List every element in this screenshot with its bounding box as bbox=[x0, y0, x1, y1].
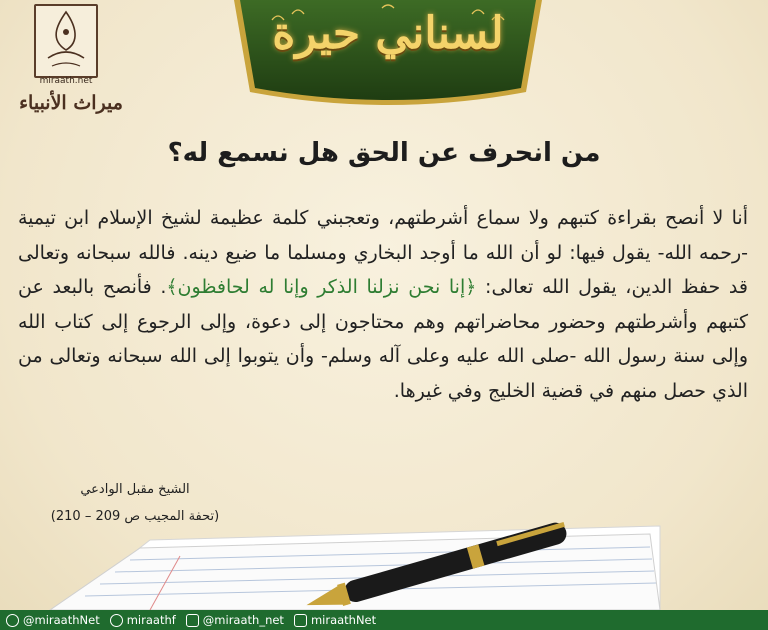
instagram-icon bbox=[186, 614, 199, 627]
body-line-3b: . فأنصح بالبعد عن كتبهم وأشرطتهم وحضور محاضراتهم وهم محتاجون إلى دعوة، وإلى الرجوع إلى كتاب الله وإلى سنة رسول الله -صلى الله عليه وعلى آله وسلم- وأن يتوبوا إلى الله سبحانه وتعالى من الذي حصل منهم في قضية الخليج وفي غيرها. bbox=[18, 276, 748, 402]
header-banner bbox=[232, 0, 544, 110]
footer-item-facebook[interactable] bbox=[110, 613, 176, 627]
footer-label-twitter: @miraathNet bbox=[23, 613, 100, 627]
footer-label-facebook: miraathf bbox=[126, 613, 176, 627]
body-line-3a: فالله سبحانه وتعالى قد حفظ الدين، يقول الله تعالى: bbox=[18, 241, 748, 298]
pen-paper-icon bbox=[0, 500, 768, 610]
twitter-icon bbox=[6, 614, 19, 627]
youtube-icon bbox=[294, 614, 307, 627]
footer-item-youtube[interactable] bbox=[294, 613, 376, 627]
quran-verse: ﴿إنا نحن نزلنا الذكر وإنا له لحافظون﴾ bbox=[166, 276, 477, 298]
footer-label-instagram: @miraath_net bbox=[202, 613, 284, 627]
logo bbox=[12, 4, 130, 128]
pen-paper-illustration bbox=[0, 500, 768, 610]
footer-item-twitter[interactable] bbox=[6, 613, 100, 627]
logo-name-text: ميراث الأنبياء bbox=[19, 92, 123, 114]
attribution-source: (تحفة المجيب ص 209 – 210) bbox=[50, 509, 220, 524]
footer-label-youtube: miraathNet bbox=[310, 613, 377, 627]
page-title: من انحرف عن الحق هل نسمع له؟ bbox=[167, 138, 601, 168]
footer-item-instagram[interactable] bbox=[186, 613, 284, 627]
body-line-1: أنا لا أنصح بقراءة كتبهم ولا سماع أشرطتهم، وتعجبني كلمة عظيمة لشيخ الإسلام bbox=[97, 207, 748, 229]
attribution-author: الشيخ مقبل الوادعي bbox=[80, 482, 190, 497]
banner-title: لسناني حيرة bbox=[272, 8, 504, 59]
facebook-icon bbox=[110, 614, 123, 627]
body-line-2: ابن تيمية -رحمه الله- يقول فيها: لو أن الله ما أوجد البخاري ومسلما ما ضيع دينه. bbox=[18, 207, 748, 264]
article-body bbox=[18, 201, 748, 408]
social-footer bbox=[0, 610, 768, 630]
logo-site-text: miraath.net bbox=[39, 76, 93, 86]
calligraphy-emblem-icon bbox=[36, 6, 96, 76]
logo-emblem bbox=[34, 4, 98, 78]
